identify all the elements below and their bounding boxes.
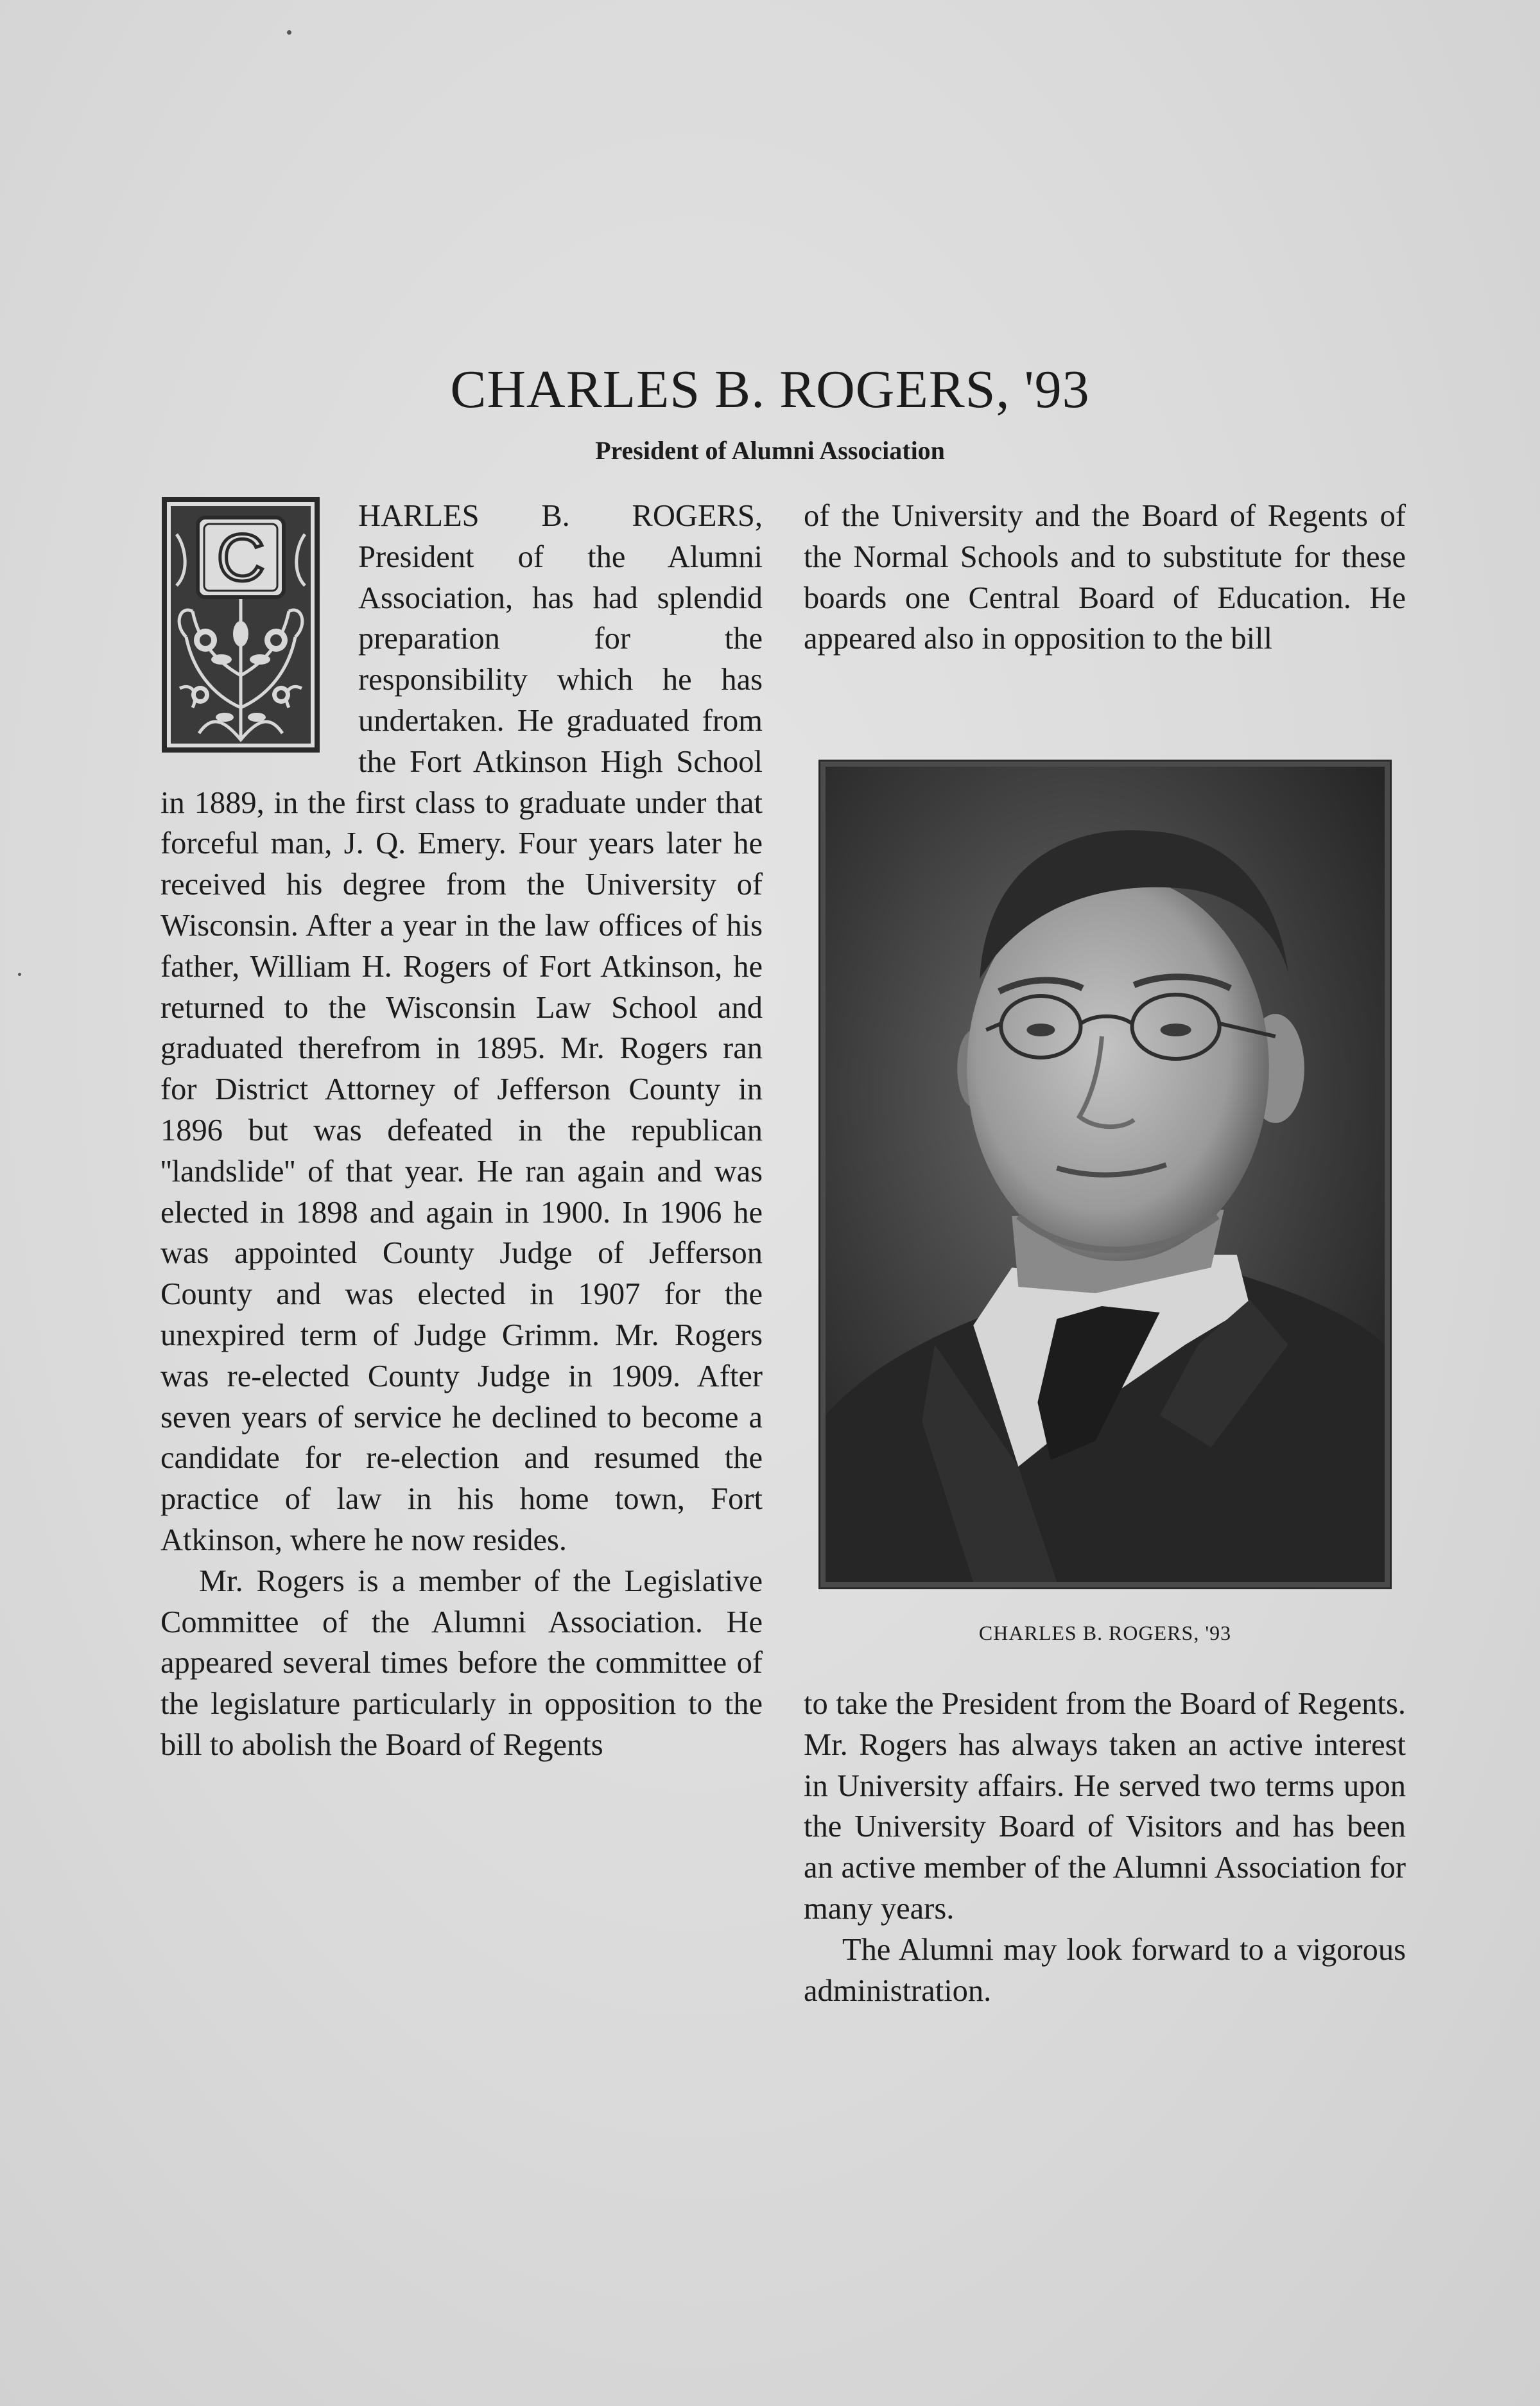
portrait-image	[826, 767, 1385, 1582]
paper-speck	[287, 30, 291, 35]
svg-text:C: C	[216, 521, 265, 595]
portrait-photo	[818, 760, 1392, 1589]
paragraph: of the University and the Board of Regents of the Normal Schools and to substitute for these boards one Central Board of Education. He appeared also in opposition to the bill	[804, 499, 1406, 656]
right-column-bottom	[804, 1684, 1406, 2011]
decorative-drop-cap	[160, 496, 321, 754]
paragraph: to take the President from the Board of Regents. Mr. Rogers has always taken an active interest in University affairs. He served two terms upon the University Board of Visitors and has been an active member of the Alumni Association for many years.	[804, 1687, 1406, 1926]
right-column-top	[804, 496, 1406, 659]
paragraph: Mr. Rogers is a member of the Legislative Committee of the Alumni Association. He appeared several times before the committee of the legislature particularly in opposition to the bill to abolish the Board of Regents	[160, 1564, 763, 1762]
ornament-icon	[160, 496, 321, 754]
photo-caption: CHARLES B. ROGERS, '93	[978, 1621, 1232, 1644]
article-title: CHARLES B. ROGERS, '93	[450, 360, 1090, 419]
paragraph	[160, 496, 763, 1561]
opening-paragraph-text: HARLES B. ROGERS, President of the Alumni Association, has had splendid preparation for the responsibility which he has undertaken. He graduated from the Fort Atkinson High School in 1889, in the first class to graduate under that forceful man, J. Q. Emery. Four years later he received his degree from the University of Wisconsin. After a year in the law offices of his father, William H. Rogers of Fort Atkinson, he returned to the Wisconsin Law School and graduated therefrom in 1895. Mr. Rogers ran for District Attorney of Jefferson County in 1896 but was defeated in the republican ''landslide'' of that year. He ran again and was elected in 1898 and again in 1900. In 1906 he was appointed County Judge of Jefferson County and was elected in 1907 for the unexpired term of Judge Grimm. Mr. Rogers was re-elected County Judge in 1909. After seven years of service he declined to become a candidate for re-election and resumed the practice of law in his home town, Fort Atkinson, where he now resides.	[160, 499, 763, 1557]
paper-speck	[18, 973, 21, 976]
paragraph: The Alumni may look forward to a vigorous administration.	[804, 1932, 1406, 2008]
left-column	[160, 496, 763, 1766]
article-subtitle: President of Alumni Association	[595, 436, 945, 465]
